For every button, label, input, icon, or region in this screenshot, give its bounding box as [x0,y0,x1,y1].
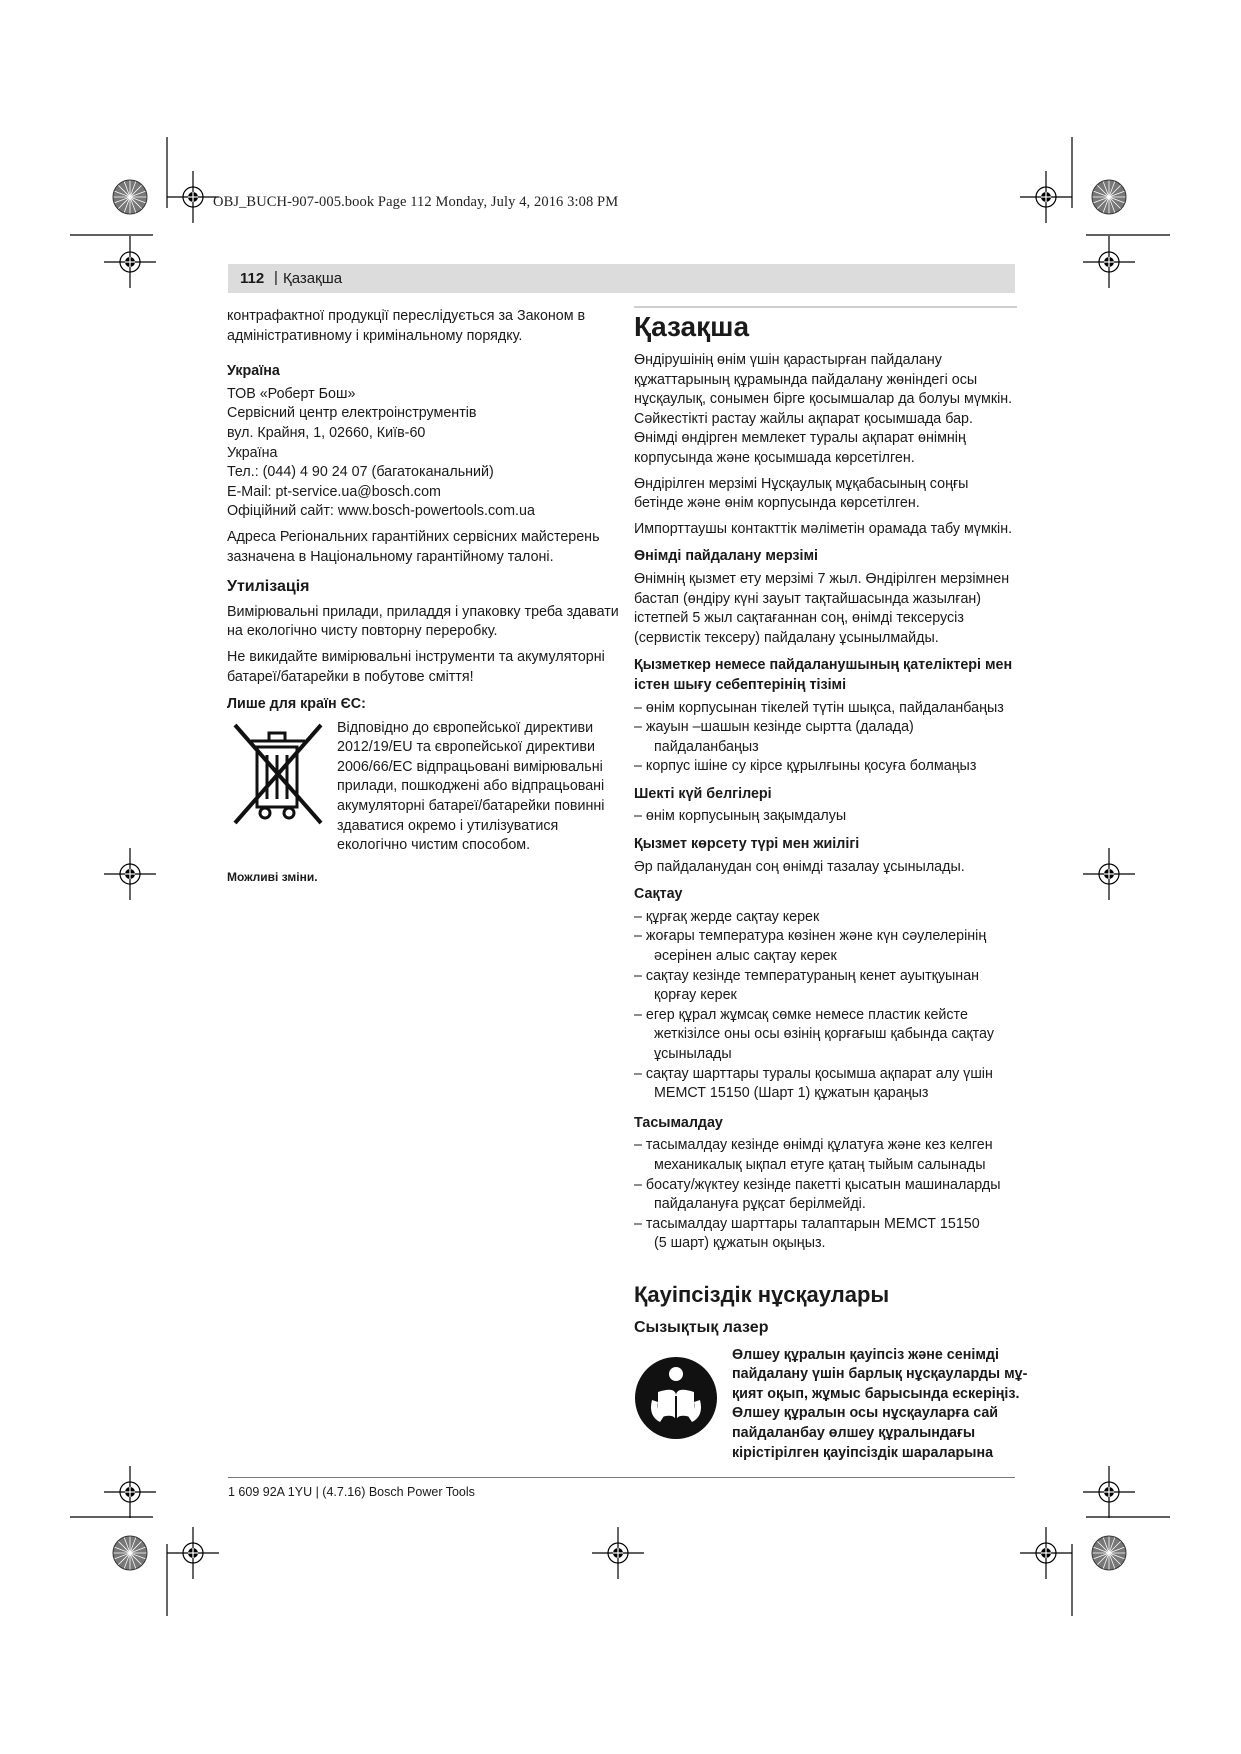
registration-mark-icon [104,236,156,288]
read-manual-icon [634,1356,718,1440]
color-wheel-icon [113,180,147,214]
footer-rule [228,1477,1015,1478]
transport-list: – тасымалдау кезінде өнімді құлатуға және кез келген механикалық ықпал етуге қатаң тыйым салынады – босату/жүктеу кезінде пакетті қысатын машиналарды пайдалануға рұқсат берілмейді. – тасымалдау шарттары талаптарын МЕМСТ 15150 (5 шарт) құжатын оқыңыз. [634,1136,1017,1254]
color-wheel-icon [1092,180,1126,214]
list-item: – құрғақ жерде сақтау керек [634,908,820,925]
importer-paragraph: Импорттаушы контакттік мәліметін орамада табу мүмкін. [634,520,1013,537]
limit-list [634,807,1017,827]
safety-title: Қауіпсіздік нұсқаулары [634,1281,890,1307]
color-wheel-icon [1092,1536,1126,1570]
transport-heading: Тасымалдау [634,1114,723,1131]
list-item: – өнім корпусының зақымдалуы [634,808,847,825]
laser-warning-block [634,1346,1028,1464]
registration-mark-icon [167,1527,219,1579]
eu-heading: Лише для країн ЄС: [227,696,366,713]
registration-mark-icon [1020,171,1072,223]
maintenance-heading: Қызмет көрсету түрі мен жиілігі [634,836,860,853]
right-column [634,301,1028,1463]
list-item: – жауын –шашын кезінде сыртта (далада) [634,719,914,736]
limit-heading: Шекті күй белгілері [634,785,772,802]
list-item: – сақтау шарттары туралы қосымша ақпарат алу үшін [634,1065,993,1082]
registration-mark-icon [167,171,219,223]
service-life-text: Өнімнің қызмет ету мерзімі 7 жыл. Өндірілген мерзімнен бастап (өндіру күні зауыт тақтайшасында жазылған) істетпей 5 жыл сақтағаннан соң, өнімді тексерусіз (сервистік тексеру) пайдалану ұсынылмайды. [634,570,1010,646]
service-life-heading: Өнімді пайдалану мерзімі [634,548,819,565]
list-item: – жоғары температура көзінен және күн сәулелерінің [634,928,987,945]
list-item: – босату/жүктеу кезінде пакетті қысатын машиналарды [634,1176,1001,1193]
errors-list: – өнім корпусынан тікелей түтін шықса, пайдаланбаңыз – жауын –шашын кезінде сыртта (далада) пайдаланбаңыз – корпус ішіне су кірсе құрылғыны қосуға болмаңыз [634,699,1017,777]
laser-heading: Сызықтық лазер [634,1318,769,1336]
maintenance-text: Әр пайдаланудан соң өнімді тазалау ұсынылады. [634,858,965,875]
list-item: – сақтау кезінде температураның кенет ауытқуынан [634,967,980,984]
registration-mark-icon [104,848,156,900]
list-item: – корпус ішіне су кірсе құрылғыны қосуға болмаңыз [634,758,977,775]
list-item: – тасымалдау кезінде өнімді құлатуға және кез келген [634,1137,993,1154]
registration-mark-icon [1083,236,1135,288]
footer-text: 1 609 92A 1YU | (4.7.16) Bosch Power Tools [228,1485,475,1499]
eu-disposal-block [227,719,607,856]
storage-list: – құрғақ жерде сақтау керек – жоғары температура көзінен және күн сәулелерінің әсерінен алыс сақтау керек – сақтау кезінде температураның кенет ауытқуынан қорғау керек – егер құрал жұмсақ сөмке немесе пластик кейсте жеткізілсе оны осы өзінің қорғағыш қабында сақтау ұсынылады – сақтау шарттары туралы қосымша ақпарат алу үшін МЕМСТ 15150 (Шарт 1) құжатын қараңыз [634,908,1017,1104]
changes-note: Можливі зміни. [227,869,318,884]
page-header [228,264,1015,293]
crossed-bin-icon [227,719,329,827]
left-column: контрафактної продукції переслідується за Законом в адміністративному і кримінальному порядку. Україна ТОВ «Роберт Бош» Сервісний центр електроінструментів вул. Крайня, 1, 02660, Київ-60 Україна Тел.: (044) 4 90 24 07 (багатоканальний) E-Mail: pt-service.ua@bosch.com Офіційний сайт: www.bosch-powertools.com.ua Адреса Регіональних гарантійних сервісних майстерень зазначена в Національному гарантійному талоні. Утилізація Вимірювальні прилади, приладдя і упаковку треба здавати на екологічно чисту повторну переробку. Не викидайте вимірювальні інструменти та акумуляторні батареї/батарейки в побутове сміття! Лише для країн ЄС: Відповідно до європейської директиви 2012/19/EU та європейської директиви 2006/66/EC відпрацьовані вимірювальні прилади, пошкоджені або відпрацьовані акумуляторні батареї/батарейки повинні здаватися окремо і утилізуватися екологічно чистим способом. Можливі зміни. [227,301,607,887]
list-item: – егер құрал жұмсақ сөмке немесе пластик кейсте [634,1006,968,1023]
registration-mark-icon [104,1466,156,1518]
section-title: Қазақша [634,311,750,342]
file-header: OBJ_BUCH-907-005.book Page 112 Monday, July 4, 2016 3:08 PM [213,194,619,210]
regional-paragraph: Адреса Регіональних гарантійних сервісних майстерень зазначена в Національному гарантійному талоні. [227,528,600,565]
disposal-paragraph-1: Вимірювальні прилади, приладдя і упаковку треба здавати на екологічно чисту повторну переробку. [227,603,619,640]
registration-mark-icon [1083,1466,1135,1518]
intro-paragraph-kz: Өндірушінің өнім үшін қарастырған пайдалану құжаттарының құрамында пайдалану жөніндегі осы нұсқаулық, сонымен бірге қосымшалар да болуы мүмкін. Сәйкестікті растау жайлы ақпарат қосымшада бар. Өнімді өндірген мемлекет туралы ақпарат өнімнің корпусында және қосымшада көрсетілген. [634,352,1013,466]
header-separator: | [274,269,278,286]
disposal-paragraph-2: Не викидайте вимірювальні інструменти та акумуляторні батареї/батарейки в побутове сміття! [227,648,605,685]
storage-heading: Сақтау [634,886,683,903]
laser-warning-text: Өлшеу құралын қауіпсіз және сенімді пайдалану үшін барлық нұсқауларды мұ- қият оқып, жұмыс барысында ескеріңіз. Өлшеу құралын осы нұсқауларға сай пайдаланбау өлшеу құралындағы кірістірілген қауіпсіздік шараларына [732,1346,1028,1461]
registration-mark-icon [1020,1527,1072,1579]
color-wheel-icon [113,1536,147,1570]
errors-heading: Қызметкер немесе пайдаланушының қателіктері мен істен шығу себептерінің тізімі [634,657,1013,693]
page-number: 112 [240,270,265,287]
header-language: Қазақша [283,270,343,287]
eu-disposal-text: Відповідно до європейської директиви 2012/19/EU та європейської директиви 2006/66/EC відпрацьовані вимірювальні прилади, пошкоджені або відпрацьовані акумуляторні батареї/батарейки повинні здаватися окремо і утилізуватися екологічно чистим способом. [337,719,605,854]
manufacture-date-paragraph: Өндірілген мерзімі Нұсқаулық мұқабасының соңғы бетінде және өнім корпусында көрсетілген. [634,475,969,512]
disposal-heading: Утилізація [227,578,310,596]
list-item: – өнім корпусынан тікелей түтін шықса, пайдаланбаңыз [634,699,1004,716]
ukraine-heading: Україна [227,363,280,380]
address-block: ТОВ «Роберт Бош» Сервісний центр електроінструментів вул. Крайня, 1, 02660, Київ-60 Україна Тел.: (044) 4 90 24 07 (багатоканальний) E-Mail: pt-service.ua@bosch.com Офіційний сайт: www.bosch-powertools.com.ua [227,385,535,520]
registration-mark-icon [592,1527,644,1579]
registration-mark-icon [1083,848,1135,900]
list-item: – тасымалдау шарттары талаптарын МЕМСТ 15150 [634,1215,980,1232]
